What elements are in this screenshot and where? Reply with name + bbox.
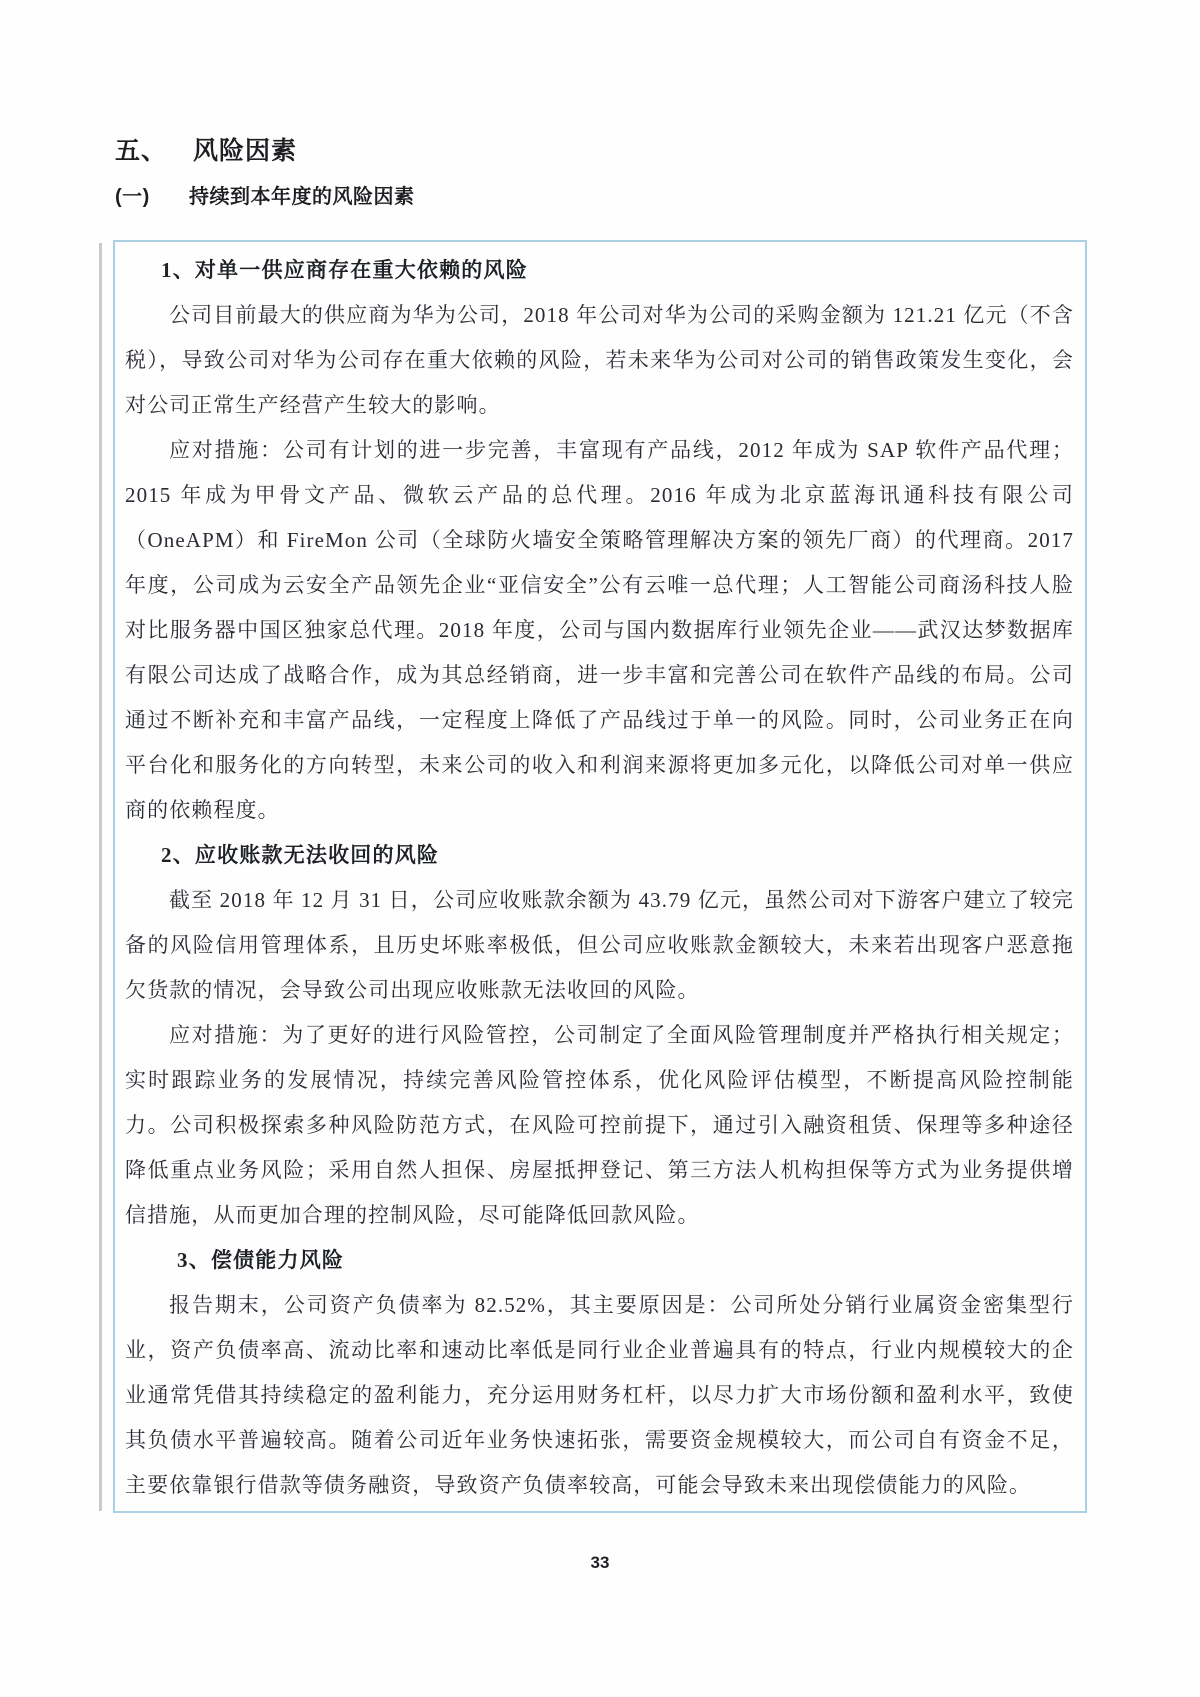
risk-item-2-countermeasure: 应对措施：为了更好的进行风险管控，公司制定了全面风险管理制度并严格执行相关规定；实时跟踪业务的发展情况，持续完善风险管控体系，优化风险评估模型，不断提高风险控制能力。公司积极探索多种风险防范方式，在风险可控前提下，通过引入融资租赁、保理等多种途径降低重点业务风险；采用自然人担保、房屋抵押登记、第三方法人机构担保等方式为业务提供增信措施，从而更加合理的控制风险，尽可能降低回款风险。 xyxy=(125,1023,1074,1227)
risk-item-3-title: 3、偿债能力风险 xyxy=(177,1248,345,1272)
subsection-title: 持续到本年度的风险因素 xyxy=(189,186,415,208)
scan-artifact-line xyxy=(99,243,102,1511)
subsection-heading xyxy=(115,180,415,209)
subsection-number: (一) xyxy=(115,186,150,208)
risk-item-2-paragraph: 截至 2018 年 12 月 31 日，公司应收账款余额为 43.79 亿元，虽然公司对下游客户建立了较完备的风险信用管理体系，且历史坏账率极低，但公司应收账款金额较大，未来若出现客户恶意拖欠货款的情况，会导致公司出现应收账款无法收回的风险。 xyxy=(125,888,1074,1002)
section-title: 风险因素 xyxy=(193,137,298,165)
risk-item-1-countermeasure: 应对措施：公司有计划的进一步完善，丰富现有产品线，2012 年成为 SAP 软件产品代理；2015 年成为甲骨文产品、微软云产品的总代理。2016 年成为北京蓝海讯通科技有限公司（OneAPM）和 FireMon 公司（全球防火墙安全策略管理解决方案的领先厂商）的代理商。2017 年度，公司成为云安全产品领先企业“亚信安全”公有云唯一总代理；人工智能公司商汤科技人脸对比服务器中国区独家总代理。2018 年度，公司与国内数据库行业领先企业——武汉达梦数据库有限公司达成了战略合作，成为其总经销商，进一步丰富和完善公司在软件产品线的布局。公司通过不断补充和丰富产品线，一定程度上降低了产品线过于单一的风险。同时，公司业务正在向平台化和服务化的方向转型，未来公司的收入和利润来源将更加多元化，以降低公司对单一供应商的依赖程度。 xyxy=(125,438,1074,822)
risk-box xyxy=(113,240,1087,1513)
risk-item-2-title: 2、应收账款无法收回的风险 xyxy=(161,843,440,867)
risk-item-1-paragraph: 公司目前最大的供应商为华为公司，2018 年公司对华为公司的采购金额为 121.21 亿元（不含税），导致公司对华为公司存在重大依赖的风险，若未来华为公司对公司的销售政策发生变化，会对公司正常生产经营产生较大的影响。 xyxy=(125,303,1074,417)
risk-item-1-title: 1、对单一供应商存在重大依赖的风险 xyxy=(161,258,528,282)
section-heading xyxy=(115,131,297,167)
risk-item-3-paragraph: 报告期末，公司资产负债率为 82.52%，其主要原因是：公司所处分销行业属资金密集型行业，资产负债率高、流动比率和速动比率低是同行业企业普遍具有的特点，行业内规模较大的企业通常凭借其持续稳定的盈利能力，充分运用财务杠杆，以尽力扩大市场份额和盈利水平，致使其负债水平普遍较高。随着公司近年业务快速拓张，需要资金规模较大，而公司自有资金不足，主要依靠银行借款等债务融资，导致资产负债率较高，可能会导致未来出现偿债能力的风险。 xyxy=(125,1293,1074,1497)
page-number: 33 xyxy=(590,1553,610,1572)
section-number: 五、 xyxy=(115,137,168,165)
